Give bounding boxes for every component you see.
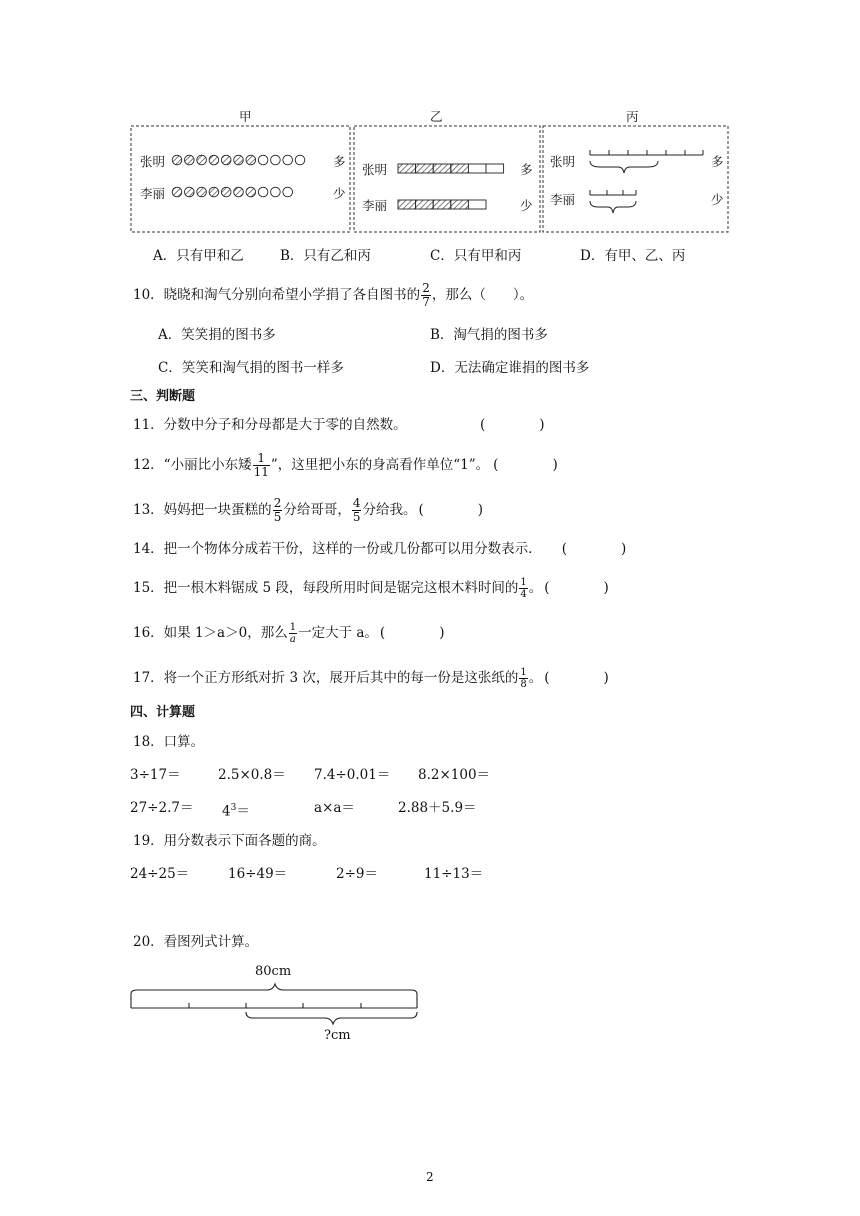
bing-name-lili: 李丽: [550, 192, 576, 207]
q18-item-1: 3÷17＝: [130, 767, 181, 783]
q10-option-d[interactable]: D．无法确定谁捐的图书多: [430, 360, 590, 376]
q9-option-d[interactable]: D．有甲、乙、丙: [580, 248, 686, 264]
jia-name-zhangming: 张明: [140, 154, 166, 169]
empty-segment: [486, 164, 504, 173]
q10-option-b[interactable]: B．淘气捐的图书多: [430, 327, 548, 343]
q15-text-before: 15．把一根木料锯成 5 段，每段所用时间是锯完这根木料时间的: [133, 580, 519, 596]
q13-frac1-num: 2: [273, 495, 282, 510]
filled-circle: [197, 187, 207, 197]
section-calc-title: 四、计算题: [130, 705, 196, 720]
q10-stem: [133, 277, 533, 313]
q13-text-mid: 分给哥哥，: [283, 502, 351, 518]
q17-text-after: 。: [528, 670, 543, 686]
q12-text-before: 12．“小丽比小东矮: [133, 457, 252, 473]
filled-circle: [209, 187, 219, 197]
empty-circle: [258, 187, 268, 197]
empty-circle: [283, 187, 293, 197]
yi-name-lili: 李丽: [362, 198, 388, 213]
q16: [133, 615, 444, 651]
yi-name-zhangming: 张明: [362, 162, 388, 177]
jia-lili-circles: [172, 187, 292, 197]
empty-segment: [468, 200, 486, 209]
yi-zhangming-bar: [398, 164, 504, 173]
filled-circle: [234, 187, 244, 197]
q12-text-after: ”，这里把小东的身高看作单位“1”。: [270, 457, 490, 473]
q12-frac-num: 1: [253, 452, 270, 466]
q13-text-before: 13．妈妈把一块蛋糕的: [133, 502, 272, 518]
q15-answer-blank[interactable]: ( ): [544, 580, 609, 596]
q13-fraction-2: [352, 497, 362, 524]
q19-item-1: 24÷25＝: [130, 866, 190, 882]
q15-frac-den: 4: [520, 589, 527, 600]
filled-circle: [209, 155, 219, 165]
q18-item-4: 8.2×100＝: [418, 767, 491, 783]
q14-text: 14．把一个物体分成若干份，这样的一份或几份都可以用分数表示．: [133, 541, 542, 557]
q13-frac2-den: 5: [352, 510, 361, 524]
empty-circle: [295, 155, 305, 165]
q16-fraction: [289, 622, 297, 645]
filled-circle: [197, 155, 207, 165]
q18-item-6: [222, 796, 250, 820]
yi-more: 多: [520, 162, 533, 177]
q10-frac-num: 2: [422, 280, 430, 295]
jia-more: 多: [333, 154, 346, 169]
q19-title: 19．用分数表示下面各题的商。: [133, 833, 326, 849]
empty-circle: [271, 155, 281, 165]
section-judgement-title: 三、判断题: [130, 389, 196, 404]
hatched-segment: [416, 164, 434, 173]
filled-circle: [185, 155, 195, 165]
q13-fraction-1: [273, 497, 283, 524]
filled-circle: [221, 187, 231, 197]
q17-frac-den: 8: [520, 679, 527, 690]
bing-segments: [590, 150, 703, 213]
header-yi: 乙: [430, 109, 443, 124]
bing-less: 少: [711, 192, 724, 207]
q15-fraction: [519, 577, 527, 600]
q20-segment-diagram: [125, 978, 425, 1028]
q13-frac1-den: 5: [273, 510, 282, 524]
q9-option-c[interactable]: C．只有甲和丙: [430, 248, 522, 264]
filled-circle: [185, 187, 195, 197]
q18-item-3: 7.4÷0.01＝: [314, 767, 391, 783]
q18-item-8: 2.88＋5.9＝: [398, 800, 477, 816]
hatched-segment: [433, 164, 451, 173]
bing-more: 多: [711, 154, 724, 169]
q15-frac-num: 1: [520, 577, 527, 588]
q18-item-5: 27÷2.7＝: [130, 800, 194, 816]
empty-circle: [283, 155, 293, 165]
q15-text-after: 。: [528, 580, 543, 596]
q10-text-before: 10．晓晓和淘气分别向希望小学捐了各自图书的: [133, 287, 421, 303]
q11: [133, 413, 407, 437]
yi-lili-bar: [398, 200, 486, 209]
q11-text: 11．分数中分子和分母都是大于零的自然数。: [133, 417, 407, 433]
bing-name-zhangming: 张明: [550, 154, 576, 169]
q9-option-b[interactable]: B．只有乙和丙: [280, 248, 371, 264]
q17-answer-blank[interactable]: ( ): [544, 670, 609, 686]
q20-title: 20．看图列式计算。: [133, 934, 259, 950]
hatched-segment: [451, 200, 469, 209]
q13-answer-blank[interactable]: ( ): [418, 502, 484, 518]
q20-unknown-label: ?cm: [324, 1028, 351, 1043]
jia-name-lili: 李丽: [140, 186, 166, 201]
q18-power-base: 4: [222, 803, 231, 820]
q20-total-label: 80cm: [255, 964, 292, 979]
jia-less: 少: [333, 186, 346, 201]
filled-circle: [246, 155, 256, 165]
q9-option-a[interactable]: A．只有甲和乙: [153, 248, 244, 264]
q16-frac-den: a: [289, 634, 296, 645]
empty-segment: [468, 164, 486, 173]
hatched-segment: [398, 200, 416, 209]
q19-item-2: 16÷49＝: [228, 866, 288, 882]
q18-item-2: 2.5×0.8＝: [218, 767, 286, 783]
q12: [133, 446, 558, 484]
q10-option-c[interactable]: C．笑笑和淘气捐的图书一样多: [158, 360, 344, 376]
q12-fraction: [253, 452, 270, 479]
empty-circle: [271, 187, 281, 197]
hatched-segment: [398, 164, 416, 173]
filled-circle: [221, 155, 231, 165]
header-bing: 丙: [626, 109, 639, 124]
q18-title: 18．口算。: [133, 734, 205, 750]
q16-frac-num: 1: [289, 622, 297, 633]
q10-option-a[interactable]: A．笑笑捐的图书多: [158, 327, 276, 343]
q12-answer-blank[interactable]: ( ): [493, 457, 558, 473]
hatched-segment: [433, 200, 451, 209]
q17-text-before: 17．将一个正方形纸对折 3 次，展开后其中的每一份是这张纸的: [133, 670, 519, 686]
q16-text-after: 一定大于 a。: [298, 625, 378, 641]
jia-zhangming-circles: [172, 155, 305, 165]
q10-text-after: ，那么（ ）。: [431, 287, 534, 303]
diagram-frames: [130, 125, 730, 233]
q17-frac-num: 1: [520, 667, 527, 678]
q16-answer-blank[interactable]: ( ): [379, 625, 445, 641]
filled-circle: [234, 155, 244, 165]
q18-power-eq: ＝: [236, 803, 250, 820]
q19-item-3: 2÷9＝: [336, 866, 378, 882]
q18-item-7: a×a＝: [314, 800, 355, 816]
q15: [133, 570, 609, 606]
filled-circle: [172, 155, 182, 165]
q12-frac-den: 11: [253, 465, 269, 479]
q11-answer-blank[interactable]: ( ): [480, 417, 545, 433]
filled-circle: [172, 187, 182, 197]
q18-power-exp: 3: [230, 803, 237, 813]
q16-text-before: 16．如果 1＞a＞0，那么: [133, 625, 288, 641]
q17: [133, 660, 609, 696]
q10-frac-den: 7: [422, 295, 430, 309]
q14-answer-blank[interactable]: ( ): [561, 541, 627, 557]
filled-circle: [246, 187, 256, 197]
page-number: 2: [426, 1170, 434, 1184]
hatched-segment: [416, 200, 434, 209]
q10-fraction: [421, 282, 431, 309]
q13-frac2-num: 4: [352, 495, 361, 510]
q19-item-4: 11÷13＝: [424, 866, 484, 882]
q14: [133, 537, 626, 561]
hatched-segment: [451, 164, 469, 173]
q17-fraction: [519, 667, 527, 690]
empty-circle: [258, 155, 268, 165]
yi-less: 少: [520, 198, 533, 213]
header-jia: 甲: [239, 109, 252, 124]
q13-text-after: 分给我。: [362, 502, 417, 518]
q13: [133, 491, 483, 529]
